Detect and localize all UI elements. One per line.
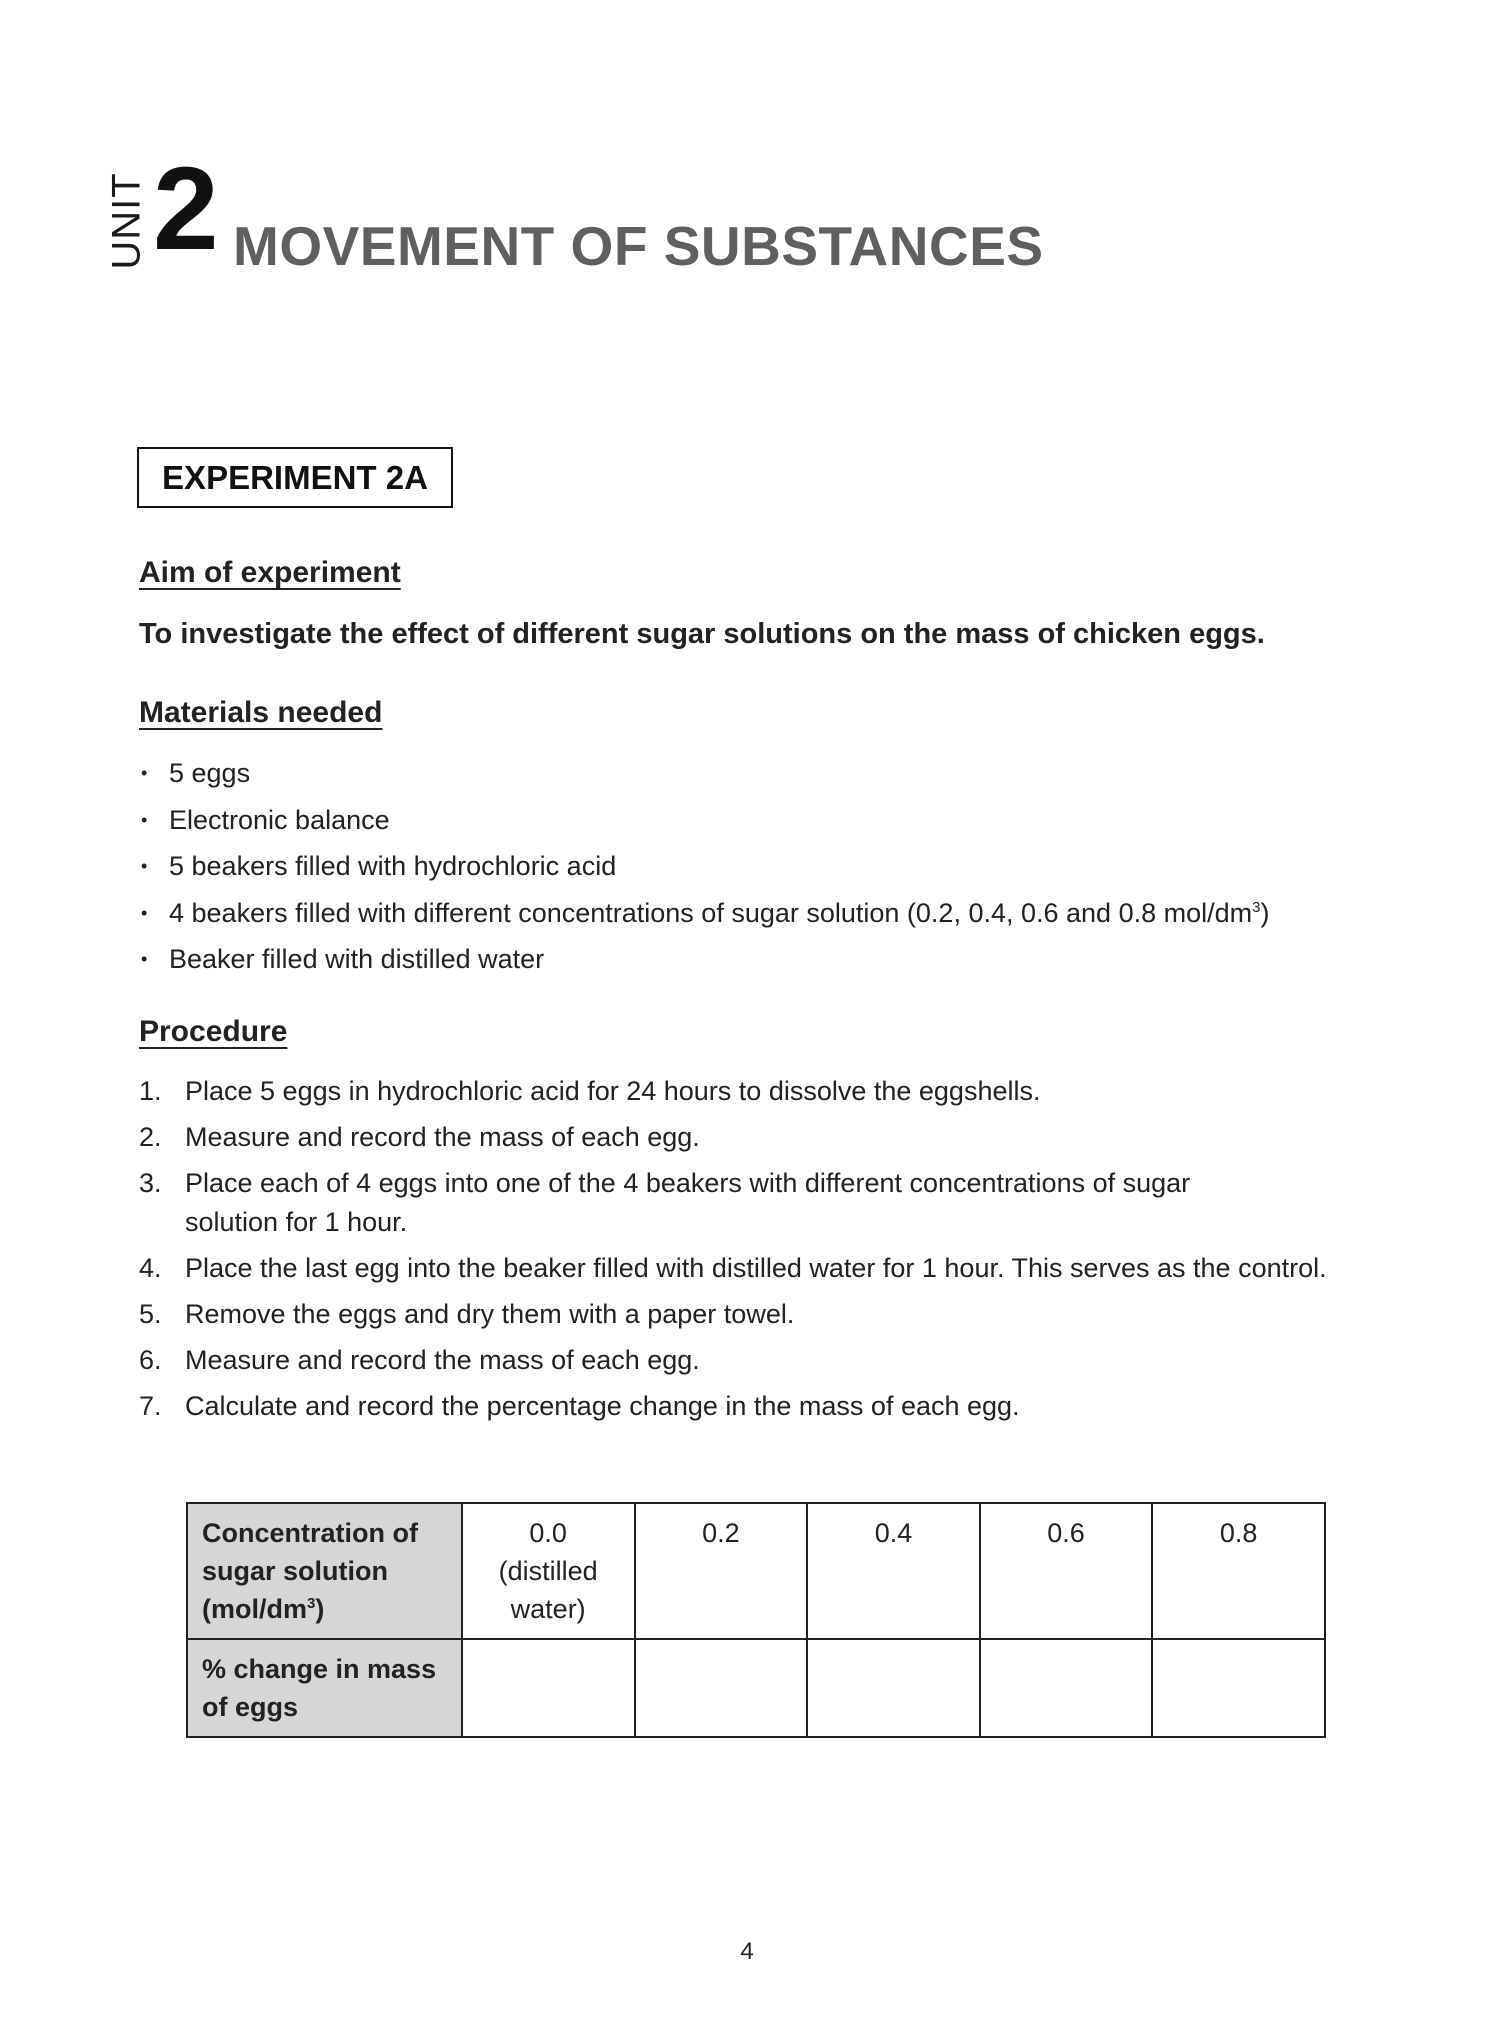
list-item: 5. Remove the eggs and dry them with a paper towel. [139,1299,795,1329]
table-row [187,1639,1325,1737]
list-item: • 5 beakers filled with hydrochloric acid [139,843,1269,890]
list-item: 4. Place the last egg into the beaker filled with distilled water for 1 hour. This serves as the control. [139,1253,1327,1283]
table-row [187,1503,1325,1639]
procedure-list [139,1072,1339,1433]
list-item: • Electronic balance [139,797,1269,844]
mass-change-cell[interactable] [980,1639,1153,1737]
list-item: • Beaker filled with distilled water [139,936,1269,983]
list-item: • 5 eggs [139,750,1269,797]
list-item: 2. Measure and record the mass of each egg. [139,1122,700,1152]
bullet-icon: • [141,763,148,783]
concentration-cell: 0.4 [807,1503,980,1639]
concentration-cell: 0.6 [980,1503,1153,1639]
list-item: 6. Measure and record the mass of each egg. [139,1345,700,1375]
bullet-icon: • [141,856,148,876]
concentration-cell: 0.2 [635,1503,808,1639]
procedure-heading: Procedure [139,1015,288,1048]
bullet-icon: • [141,902,148,923]
concentration-cell: 0.8 [1152,1503,1325,1639]
list-item: 7. Calculate and record the percentage change in the mass of each egg. [139,1391,1020,1421]
unit-label: UNIT [104,172,149,270]
materials-heading: Materials needed [139,696,383,729]
results-table [186,1502,1326,1738]
aim-heading: Aim of experiment [139,556,401,589]
concentration-cell: 0.0 (distilled water) [462,1503,635,1639]
experiment-label: EXPERIMENT 2A [137,447,453,508]
list-item: 1. Place 5 eggs in hydrochloric acid for 24 hours to dissolve the eggshells. [139,1076,1041,1106]
page-number: 4 [740,1938,754,1965]
mass-change-cell[interactable] [807,1639,980,1737]
list-item: • 4 beakers filled with different concentrations of sugar solution (0.2, 0.4, 0.6 and 0.8 mol/$dm^3$) [139,890,1269,937]
mass-change-cell[interactable] [635,1639,808,1737]
bullet-icon: • [141,949,148,969]
unit-number: 2 [153,143,219,275]
unit-title: MOVEMENT OF SUBSTANCES [233,215,1044,277]
mass-change-cell[interactable] [462,1639,635,1737]
unit-header [104,143,1205,278]
mass-change-cell[interactable] [1152,1639,1325,1737]
mass-change-header: % change in mass of eggs [187,1639,462,1737]
materials-list [139,750,1269,983]
aim-text: To investigate the effect of different sugar solutions on the mass of chicken eggs. [139,618,1265,650]
concentration-header: Concentration of sugar solution $(mol/dm^3)$ [187,1503,462,1639]
bullet-icon: • [141,809,148,830]
list-item: 3. Place each of 4 eggs into one of the 4 beakers with different concentrations of sugar solution for 1 hour. [139,1168,1191,1237]
